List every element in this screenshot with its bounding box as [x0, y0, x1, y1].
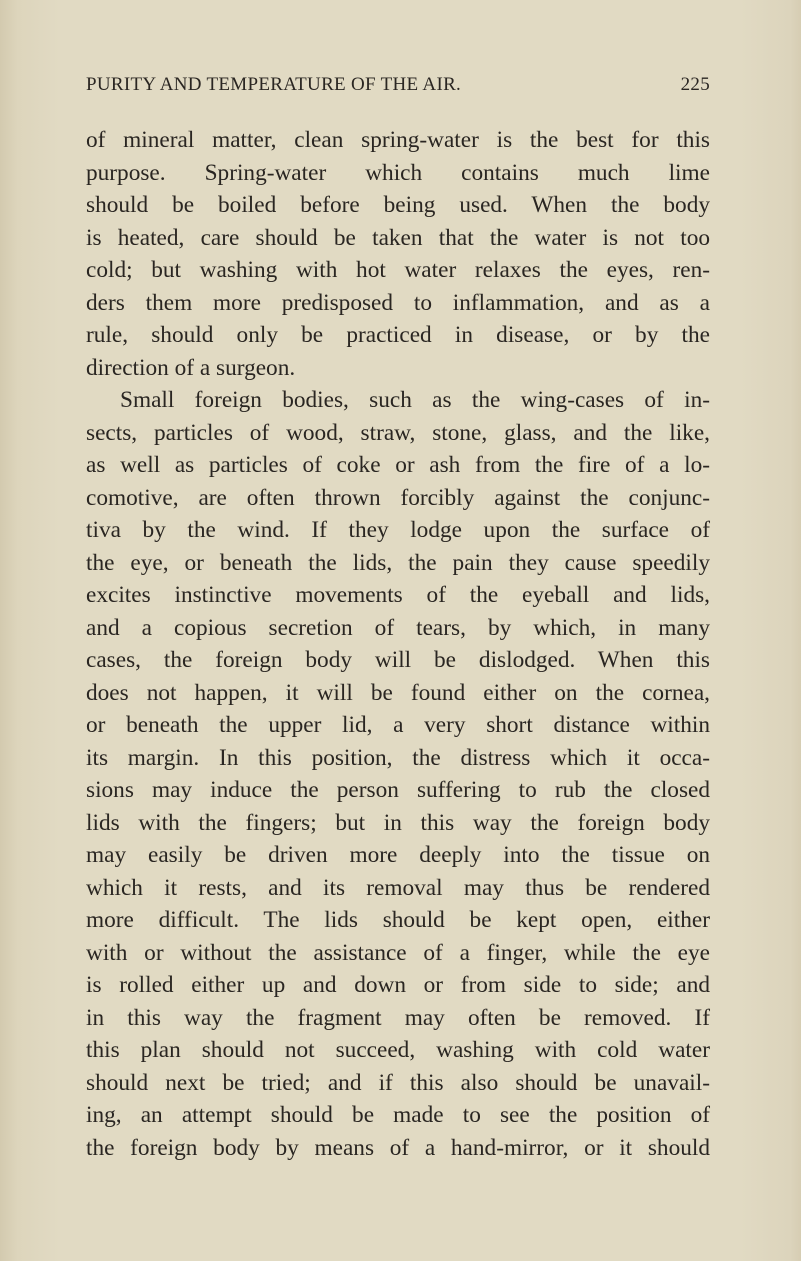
text-line: sions may induce the person suffering to rub the closed [86, 777, 710, 803]
text-line: ing, an attempt should be made to see the position of [86, 1102, 710, 1128]
body-text [86, 124, 710, 1164]
text-line: lids with the fingers; but in this way the foreign body [86, 809, 710, 836]
text-line: comotive, are often thrown forcibly against the conjunc- [86, 484, 710, 511]
text-line: tiva by the wind. If they lodge upon the surface of [86, 517, 710, 543]
text-line: may easily be driven more deeply into the tissue on [86, 842, 710, 868]
text-line: is heated, care should be taken that the water is not too [86, 224, 710, 251]
text-line: should next be tried; and if this also should be unavail- [86, 1069, 710, 1096]
text-line: is rolled either up and down or from side to side; and [86, 972, 710, 998]
running-title: PURITY AND TEMPERATURE OF THE AIR. [86, 74, 462, 95]
text-line: cold; but washing with hot water relaxes the eyes, ren- [86, 257, 710, 283]
paragraph-start-line: Small foreign bodies, such as the wing-cases of in- [120, 387, 710, 413]
text-line: and a copious secretion of tears, by which, in many [86, 614, 710, 641]
text-line: in this way the fragment may often be removed. If [86, 1004, 710, 1031]
text-line: which it rests, and its removal may thus be rendered [86, 874, 710, 901]
text-line: ders them more predisposed to inflammation, and as a [86, 289, 710, 316]
page-number: 225 [680, 74, 710, 95]
text-line: as well as particles of coke or ash from the fire of a lo- [86, 452, 710, 478]
text-line: the eye, or beneath the lids, the pain they cause speedily [86, 549, 710, 576]
text-line: of mineral matter, clean spring-water is the best for this [86, 127, 710, 153]
text-line: should be boiled before being used. When the body [86, 192, 710, 218]
text-line: does not happen, it will be found either on the cornea, [86, 679, 710, 706]
paragraph-end-line: direction of a surgeon. [86, 354, 296, 381]
text-line: purpose. Spring-water which contains much lime [86, 159, 710, 186]
text-line: or beneath the upper lid, a very short distance within [86, 712, 710, 738]
text-line: its margin. In this position, the distress which it occa- [86, 744, 710, 771]
text-line: rule, should only be practiced in disease, or by the [86, 322, 710, 348]
text-line: more difficult. The lids should be kept open, either [86, 907, 710, 933]
text-line: with or without the assistance of a finger, while the eye [86, 939, 710, 966]
text-line: this plan should not succeed, washing with cold water [86, 1037, 710, 1063]
running-head [86, 74, 710, 106]
text-line: excites instinctive movements of the eyeball and lids, [86, 582, 710, 608]
text-line: sects, particles of wood, straw, stone, glass, and the like, [86, 419, 710, 446]
text-line: the foreign body by means of a hand-mirror, or it should [86, 1134, 710, 1161]
text-line: cases, the foreign body will be dislodged. When this [86, 647, 710, 673]
